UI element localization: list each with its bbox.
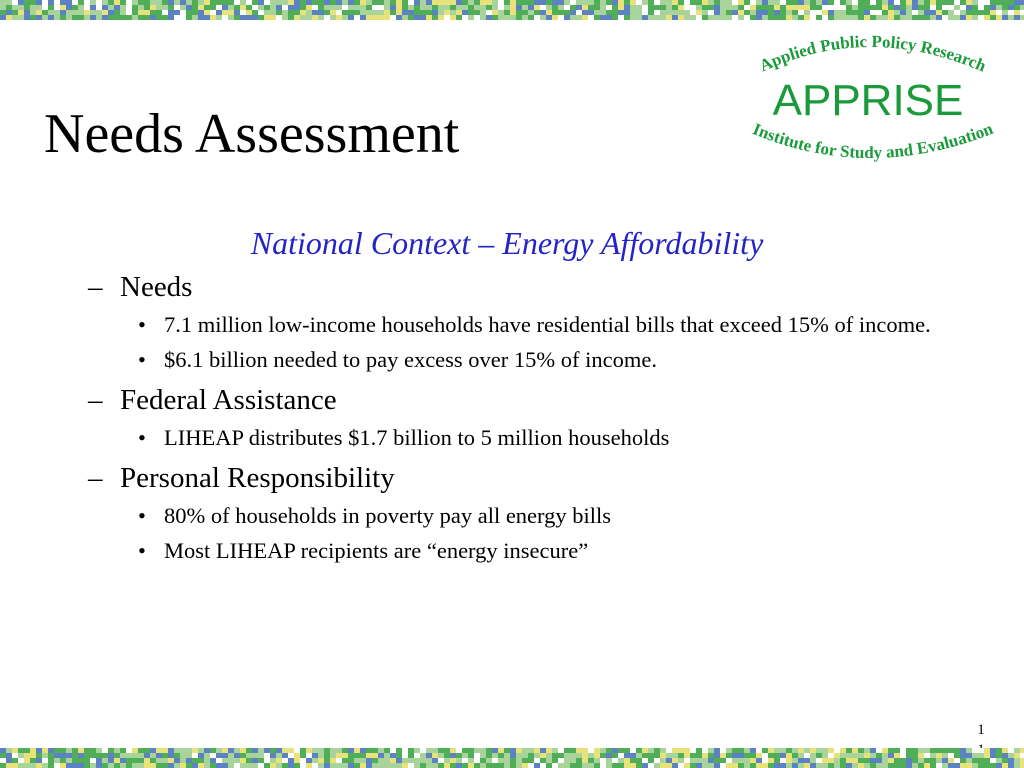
slide-title: Needs Assessment	[44, 103, 460, 165]
dash-marker: –	[88, 384, 103, 416]
outline-heading-personal-responsibility	[88, 459, 968, 497]
bullet-text: LIHEAP distributes $1.7 billion to 5 million households	[164, 425, 670, 450]
top-decorative-border	[0, 0, 1024, 20]
bullet-marker: •	[138, 503, 146, 528]
outline-heading-federal-assistance	[88, 381, 968, 419]
outline-bullet	[88, 346, 968, 373]
logo-name-text: APPRISE	[772, 76, 964, 125]
heading-label: Federal Assistance	[120, 384, 337, 416]
outline-content	[88, 268, 968, 564]
dash-marker: –	[88, 271, 103, 303]
heading-label: Needs	[120, 271, 193, 303]
slide-subtitle: National Context – Energy Affordability	[250, 225, 764, 261]
outline-bullet	[88, 537, 968, 564]
bullet-marker: •	[138, 538, 146, 563]
mosaic-pattern	[0, 748, 1024, 768]
outline-bullet	[88, 424, 968, 451]
outline-bullet	[88, 311, 968, 338]
bullet-marker: •	[138, 425, 146, 450]
bullet-marker: •	[138, 347, 146, 372]
bullet-text: Most LIHEAP recipients are “energy insecure”	[164, 538, 589, 563]
dash-marker: –	[88, 462, 103, 494]
bullet-marker: •	[138, 312, 146, 337]
bullet-text: 80% of households in poverty pay all energy bills	[164, 503, 612, 528]
bottom-decorative-border	[0, 748, 1024, 768]
outline-heading-needs	[88, 268, 968, 306]
logo-arc-top-text: Applied Public Policy Research	[756, 31, 989, 76]
logo-arc-bottom-text: Institute for Study and Evaluation	[750, 118, 996, 163]
mosaic-pattern	[0, 0, 1024, 20]
apprise-logo-graphic	[726, 28, 1010, 178]
page-number: 1	[977, 722, 985, 738]
bullet-text: $6.1 billion needed to pay excess over 15% of income.	[164, 347, 657, 372]
heading-label: Personal Responsibility	[120, 462, 395, 494]
apprise-logo	[726, 28, 1010, 178]
outline-bullet	[88, 502, 968, 529]
bullet-text: 7.1 million low-income households have residential bills that exceed 15% of income.	[164, 312, 931, 337]
